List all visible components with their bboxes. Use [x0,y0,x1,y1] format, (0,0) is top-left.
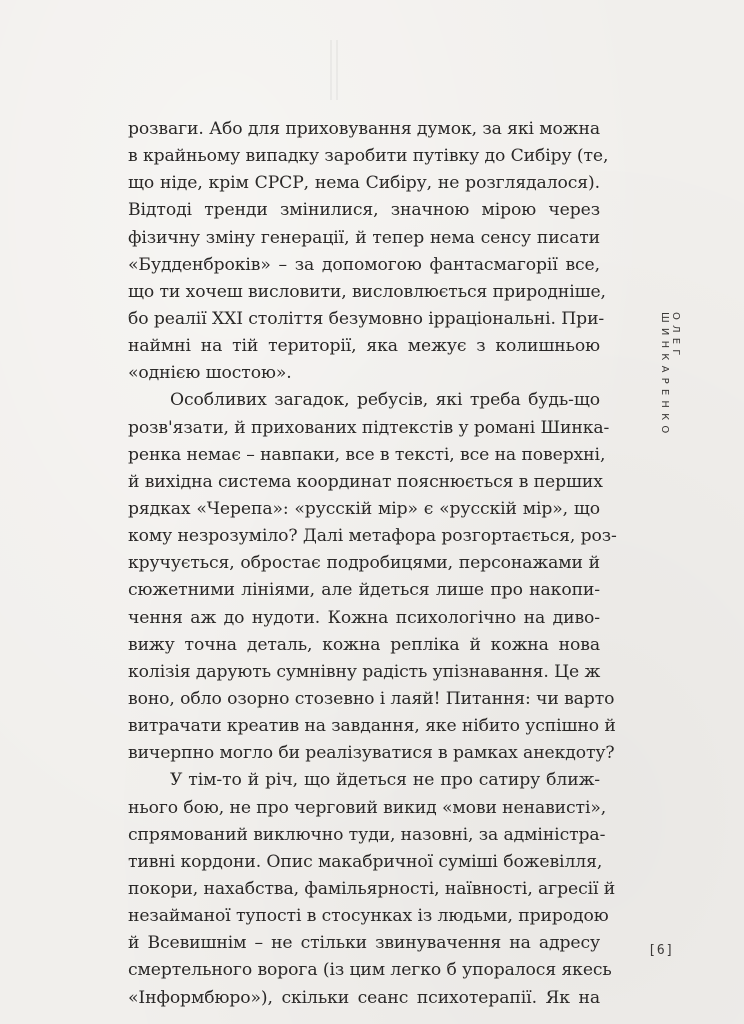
text-line: Відтоді тренди змінилися, значною мірою через [128,200,600,221]
running-head-author: ОЛЕГ ШИНКАРЕНКО [659,312,681,439]
text-line: покори, нахабства, фамільярності, наївності, агресії й [128,878,616,899]
text-line: незайманої тупості в стосунках із людьми, природою [128,906,609,927]
text-line: ренка немає – навпаки, все в тексті, все на поверхні, [128,444,606,465]
text-line: «Інформбюро»), скільки сеанс психотерапії. Як на [128,987,600,1008]
text-line: смертельного ворога (із цим легко б упоралося якесь [128,960,612,981]
text-line: бо реалії XXI століття безумовно ірраціональні. При- [128,308,605,329]
text-line: Особливих загадок, ребусів, які треба будь-що [170,390,600,411]
text-line: й вихідна система координат пояснюється в перших [128,471,603,492]
text-line: чення аж до нудоти. Кожна психологічно на диво- [128,607,600,628]
body-text [128,116,617,1012]
text-line: вижу точна деталь, кожна репліка й кожна нова [128,634,600,655]
text-line: й Всевишнім – не стільки звинувачення на адресу [128,933,600,954]
page-number: [6] [648,943,675,958]
text-line: кручується, обростає подробицями, персонажами й [128,553,600,574]
text-line: кому незрозуміло? Далі метафора розгортається, роз- [128,526,617,547]
text-line: витрачати креатив на завдання, яке нібито успішно й [128,716,616,737]
text-line: У тім-то й річ, що йдеться не про сатиру ближ- [170,770,600,791]
text-line: вичерпно могло би реалізуватися в рамках анекдоту? [128,743,615,764]
text-line: нього бою, не про черговий викид «мови ненависті», [128,797,607,818]
text-line: в крайньому випадку заробити путівку до Сибіру (те, [128,146,609,167]
text-line: рядках «Черепа»: «русскій мір» є «русскій мір», що [128,498,600,519]
text-line: тивні кордони. Опис макабричної суміші божевілля, [128,851,603,872]
text-line: «однією шостою». [128,363,292,384]
text-line: розваги. Або для приховування думок, за які можна [128,119,600,139]
text-line: «Будденброків» – за допомогою фантасмагорії все, [128,254,600,275]
text-line: що ніде, крім СРСР, нема Сибіру, не розглядалося). [128,173,600,194]
text-line: що ти хочеш висловити, висловлюється природніше, [128,281,606,302]
show-through-mark [330,40,410,100]
text-line: колізія дарують сумнівну радість упізнавання. Це ж [128,661,601,682]
text-line: фізичну зміну генерації, й тепер нема сенсу писати [128,227,600,248]
text-line: розв'язати, й прихованих підтекстів у романі Шинка- [128,417,610,438]
text-line: сюжетними лініями, але йдеться лише про накопи- [128,580,600,601]
text-line: спрямований виключно туди, назовні, за адміністра- [128,824,606,845]
text-line: воно, обло озорно стозевно і лаяй! Питання: чи варто [128,688,615,709]
text-line: наймні на тій території, яка межує з колишньою [128,336,600,357]
